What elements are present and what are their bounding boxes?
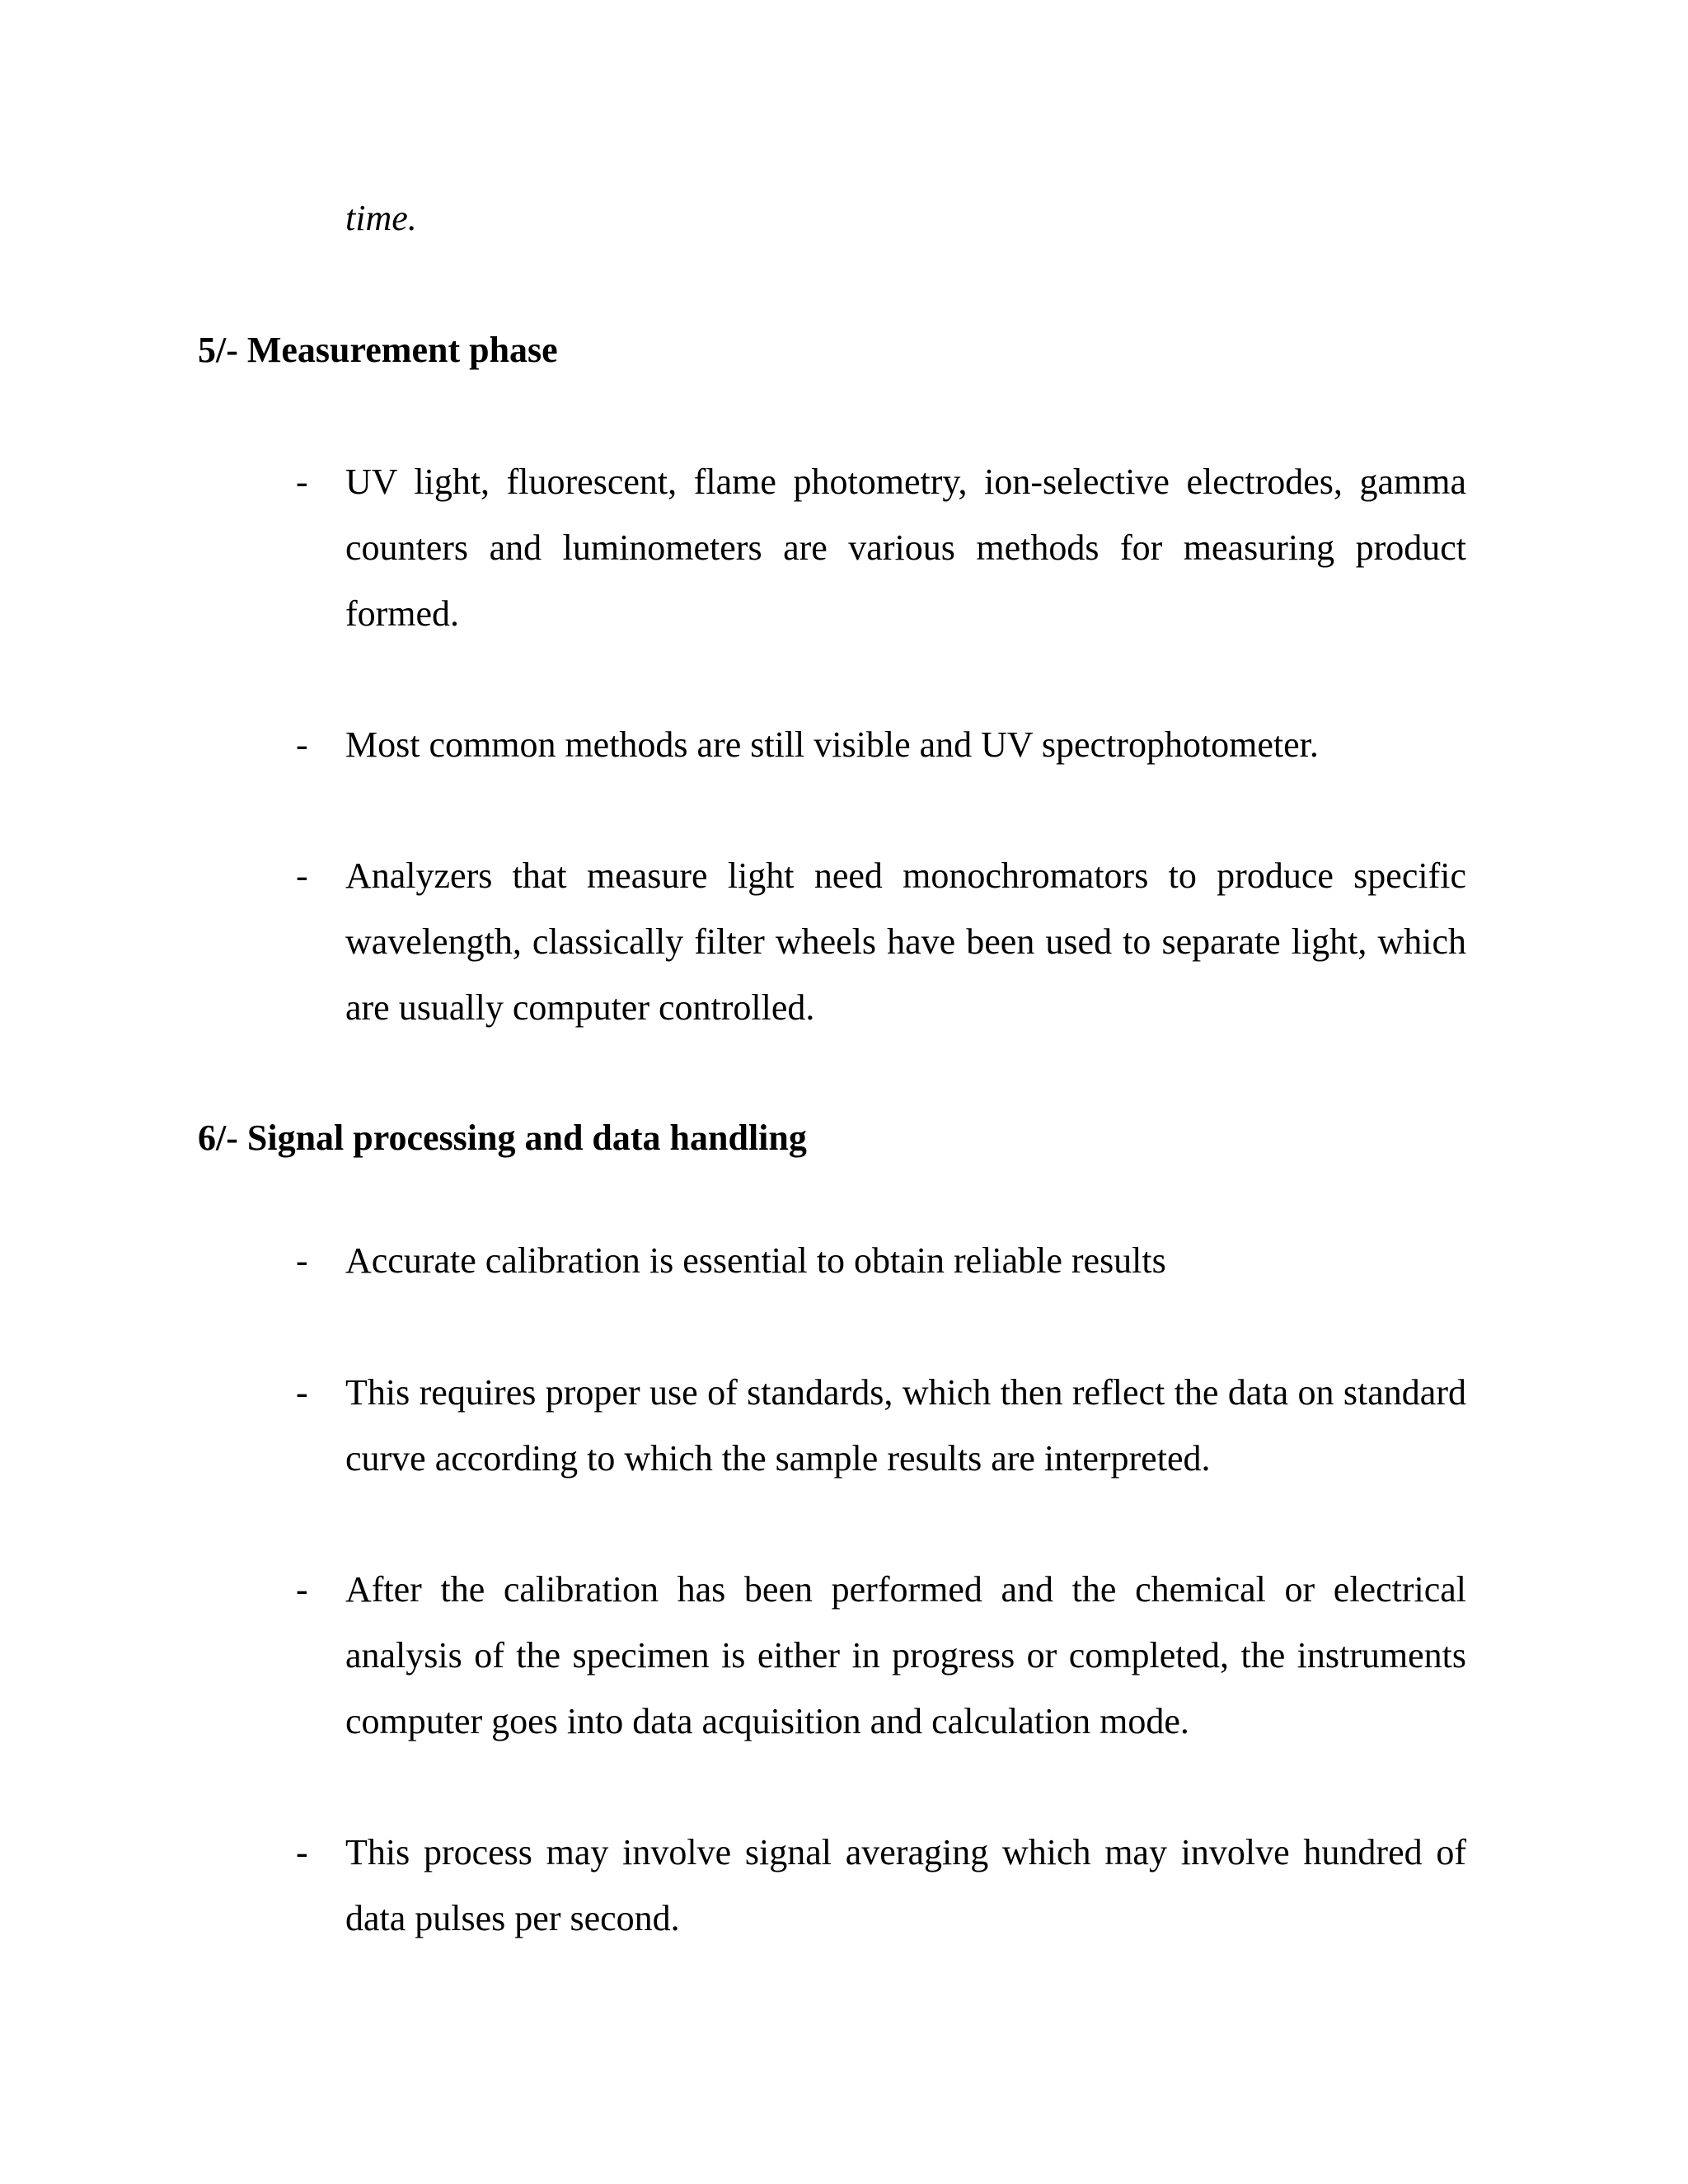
list-item: This requires proper use of standards, which then reflect the data on standard curve according to which the sample results are interpreted. bbox=[345, 1372, 1466, 1479]
list-item: Analyzers that measure light need monochromators to produce specific wavelength, classically filter wheels have been used to separate light, which are usually computer controlled. bbox=[345, 855, 1466, 1028]
list-item: UV light, fluorescent, flame photometry, ion-selective electrodes, gamma counters and luminometers are various methods for measuring product formed. bbox=[345, 462, 1466, 634]
continuation-text: time. bbox=[345, 198, 417, 238]
list-item: This process may involve signal averaging which may involve hundred of data pulses per second. bbox=[345, 1832, 1466, 1938]
bullet-marker: - bbox=[296, 855, 308, 896]
bullet-marker: - bbox=[296, 1240, 308, 1281]
section-heading-signal-processing: 6/- Signal processing and data handling bbox=[198, 1118, 807, 1158]
list-item: Most common methods are still visible and UV spectrophotometer. bbox=[345, 724, 1319, 765]
list-item: Accurate calibration is essential to obtain reliable results bbox=[345, 1240, 1166, 1281]
bullet-marker: - bbox=[296, 462, 308, 502]
bullet-marker: - bbox=[296, 724, 308, 765]
list-item: After the calibration has been performed and the chemical or electrical analysis of the specimen is either in progress or completed, the instruments computer goes into data acquisition and calculation mode. bbox=[345, 1569, 1466, 1741]
section-heading-measurement-phase: 5/- Measurement phase bbox=[198, 330, 558, 370]
bullet-marker: - bbox=[296, 1832, 308, 1872]
bullet-marker: - bbox=[296, 1569, 308, 1610]
bullet-marker: - bbox=[296, 1372, 308, 1413]
